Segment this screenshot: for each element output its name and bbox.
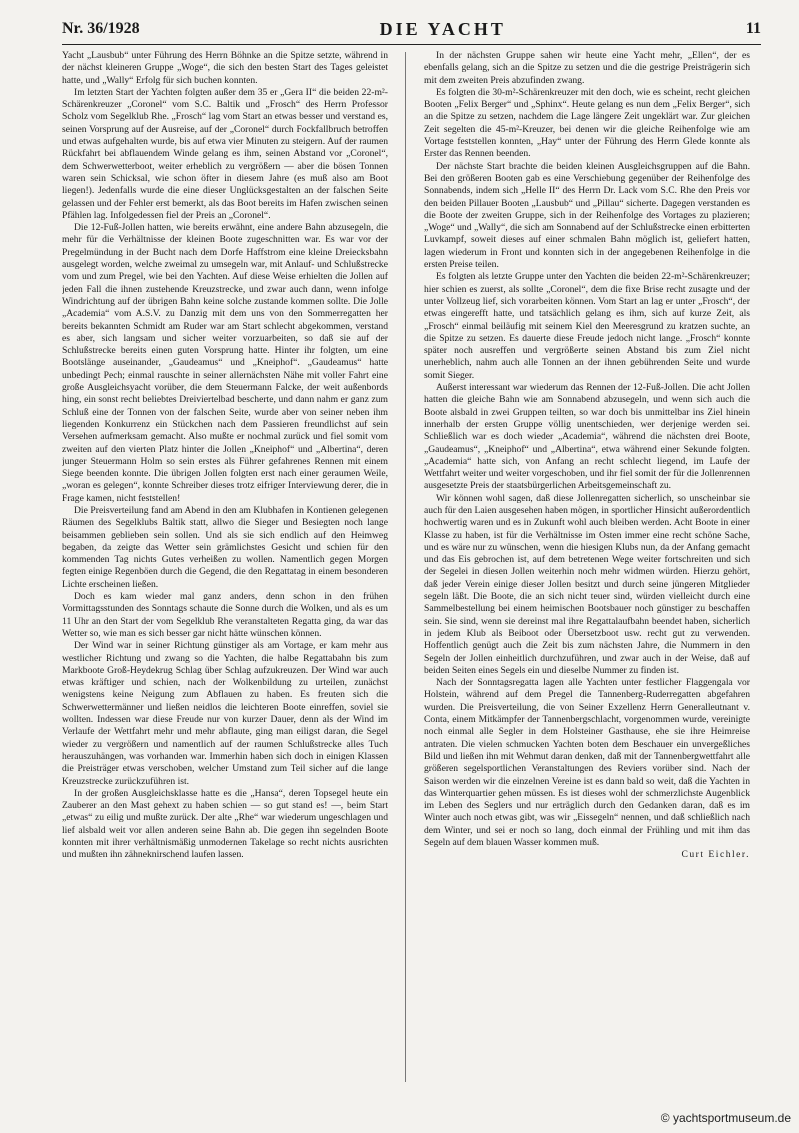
paragraph: In der nächsten Gruppe sahen wir heute eine Yacht mehr, „Ellen“, der es ebenfalls gelang, sich an die Spitze zu setzen und die die gestrige Preisträgerin sich mit dem zweiten Preis abzufinden zwang. — [424, 50, 750, 86]
paragraph: Doch es kam wieder mal ganz anders, denn schon in den frühen Vormittagsstunden des Sonntags schaute die Sonne durch die Wolken, und als es um 11 Uhr an den Start der vom Segelklub Rhe veranstalteten Regatta ging, da war das Wetter so, wie man es sich besser gar nicht hätte wünschen können. — [62, 591, 388, 639]
magazine-title: DIE YACHT — [379, 18, 506, 39]
column-divider — [405, 52, 406, 1082]
paragraph: Die 12-Fuß-Jollen hatten, wie bereits erwähnt, eine andere Bahn abzusegeln, die mehr für die Verhältnisse der kleinen Boote zugeschnitten war. Es war vor der Pregelmündung in der Bucht nach dem Dorfe Haffstrom eine kleine Dreiecksbahn ausgelegt worden, welche zweimal zu umsegeln war, mit Anlauf- und Schlußstrecke vom und zum Pregel, wie bei den Yachten. Auf diese Weise erhielten die Jollen auf jeden Fall die ihnen zustehende Kreuzstrecke, und zwar auch dann, wenn infolge Windrichtung auf der übrigen Bahn keine solche zustande kommen sollte. Die Jolle „Academia“ vom A.S.V. zu Danzig mit dem uns von den Sommerregatten her bereits bekannten Schmidt am Ruder war am Start schlecht abgekommen, verstand es aber, sich langsam und sicher weiter vorzuarbeiten, so daß sie auf der Schlußstrecke bereits einen guten Vorsprung hatte. Hinter ihr folgten, um eine Bootslänge auseinander, „Gaudeamus“ und „Kneiphof“. „Gaudeamus“ hatte unbedingt Pech; einmal rauschte in seiner allernächsten Nähe mit voller Fahrt eine große Ausgleichsyacht vorüber, die dem Steuermann Falcke, der weit außenbords hing, ein sonst recht beliebtes Dreiviertelbad bescherte, und dann nahm er ganz zum Schluß eine der Tonnen von der falschen Seite, wurde aber von seiner neben ihm liegenden Konkurrenz ein Stückchen nach dem Passieren freundlichst auf sein Versehen aufmerksam gemacht. Also mußte er nochmal zurück und fiel somit vom zweiten auf den vierten Platz hinter die Jollen „Kneiphof“ und „Albertina“, deren junger Steuermann Holm so sein erstes als Führer gefahrenes Rennen mit einem Siege beenden konnte. Die übrigen Jollen folgten erst nach einer geraumen Weile, „woran es gelegen“, konnte Schreiber dieses trotz eifriger Interviewung derer, die in Frage kamen, nicht feststellen! — [62, 222, 388, 504]
issue-number: Nr. 36/1928 — [62, 20, 140, 37]
paragraph: Außerst interessant war wiederum das Rennen der 12-Fuß-Jollen. Die acht Jollen hatten die gleiche Bahn wie am Sonnabend abzusegeln, und wenn sich auch die Boote alsbald in zwei Gruppen teilten, so war doch bis unmittelbar ins Ziel hinein innerhalb der ersten Gruppe völlig unentschieden, wer derjenige werden sei. Schließlich war es doch wieder „Academia“, während die nächsten drei Boote, „Gaudeamus“, „Kneiphof“ und „Albertina“, etwa während einer Sekunde folgten. „Academia“ hatte sich, von Anfang an recht schlecht liegend, im Laufe der Wettfahrt weiter und weiter vorgeschoben, und ihr fiel somit der für die Jollenrennen ausgesetzte Preis der staatsbürgerlichen Arbeitsgemeinschaft zu. — [424, 382, 750, 492]
paragraph: Wir können wohl sagen, daß diese Jollenregatten sicherlich, so unscheinbar sie auch für den Laien ausgesehen haben mögen, in sportlicher Hinsicht außerordentlich hochwertig waren und es in Zukunft wohl auch bleiben werden. Acht Boote in einer Klasse zu haben, ist für die Verhältnisse im Osten immer eine recht schöne Sache, und es wäre nur zu wünschen, wenn die hiesigen Klubs nun, da der Anfang gemacht und das Eis gebrochen ist, auf dem betretenen Wege weiter fortschreiten und sich der Segelei in diesen Jollen weiterhin noch mehr widmen würden. Hierzu gehört, daß jeder Verein einige dieser Jollen besitzt und durch seine jüngeren Mitglieder segeln läßt. Die Boote, die an sich nicht teuer sind, würden vielleicht durch eine Sammelbestellung bei einem heimischen Bootsbauer noch günstiger zu beschaffen sein. Sie sind, wenn sie dereinst mal ihre Regattalaufbahn beendet haben, sicherlich in jedem Klub als Beiboot oder Übersetzboot usw. recht gut zu verwenden. Hoffentlich genügt auch die Zeit bis zum nächsten Jahre, die Nummern in den Segeln der Jollen einheitlich durchzuführen, und zwar auch in der Weise, daß auf beiden Seiten eines Segels ein und dieselbe Nummer zu finden ist. — [424, 492, 750, 676]
paragraph: Yacht „Lausbub“ unter Führung des Herrn Böhnke an die Spitze setzte, während in der nächst kleineren Gruppe „Woge“, die sich den besten Start des Tages geleistet hatte, und „Wally“ Erfolg für sich buchen konnten. — [62, 50, 388, 86]
paragraph: Es folgten als letzte Gruppe unter den Yachten die beiden 22-m²-Schärenkreuzer; hier schien es zuerst, als sollte „Coronel“, dem die fixe Brise recht zusagte und der unter Vollzeug lief, sich vorarbeiten können. Vom Start an lag er unter „Frosch“, der etwas eingerefft hatte, und tatsächlich gelang es ihm, sich auf kurze Zeit, als „Frosch“ einmal beiläufig mit seinem Kiel den Meeresgrund zu kratzen suchte, an die Spitze zu setzen. Es dauerte diese Freude jedoch nicht lange. „Frosch“ konnte später noch ausreffen und vergrößerte seinen Abstand bis zum Ziel nicht unerheblich, nahm auch alle Tonnen an der ihnen gebührenden Seite und wurde somit Sieger. — [424, 271, 750, 381]
right-column — [424, 50, 750, 1090]
page-number: 11 — [745, 20, 761, 37]
paragraph: Es folgten die 30-m²-Schärenkreuzer mit den doch, wie es scheint, recht gleichen Booten „Felix Berger“ und „Sphinx“. Heute gelang es nun dem „Felix Berger“, sich an die Spitze zu setzen, nachdem die Lage längere Zeit ungeklärt war. Zur gleichen Zeit segelten die 45-m²-Kreuzer, bei denen wir die gleiche Reihenfolge wie am Vortage feststellen konnten, „Hay“ unter der Führung des Herrn Glede konnte als Erster das Rennen beenden. — [424, 86, 750, 160]
paragraph: Die Preisverteilung fand am Abend in den am Klubhafen in Kontienen gelegenen Räumen des Segelklubs Baltik statt, allwo die Sieger und Besiegten noch lange beisammen geblieben sein sollen. Und als sie sich endlich auf den Heimweg begaben, da zeigte das Wetter sein grämlichstes Gesicht und schien für den kommenden Tag nichts Gutes verheißen zu wollen. Namentlich gegen Morgen fegten einige Regenböen durch die Gegend, die den Regattatag in einem besonderen Lichte erscheinen ließen. — [62, 504, 388, 590]
paragraph: Der Wind war in seiner Richtung günstiger als am Vortage, er kam mehr aus westlicher Richtung und zwang so die Yachten, die halbe Regattabahn bis zum Markboote Groß-Heydekrug Schlag über Schlag aufzukreuzen. Der Wind war auch etwas kräftiger und schien, nach der Wolkenbildung zu urteilen, zunächst wenigstens keine Neigung zum Abflauen zu haben. Es freuten sich die Schwerwettermänner und ließen neidlos die leichteren Boote einreffen, soviel sie wollten. Indessen war diese Freude nur von kurzer Dauer, denn als der Wind im Verlaufe der Wettfahrt mehr und mehr abflaute, ging man eiligst daran, die Segel wieder zu vergrößern und namentlich auf der raumen Schlußstrecke alles Tuch herauszuhängen, was vorhanden war. Immerhin haben sich doch in einigen Klassen die Preisträger etwas verschoben, welcher Umstand zum Teil sicher auf die lange Kreuzstrecke zurückzuführen ist. — [62, 640, 388, 787]
author-signature: Curt Eichler. — [681, 849, 750, 861]
paragraph: Nach der Sonntagsregatta lagen alle Yachten unter festlicher Flaggengala vor Holstein, während auf dem Pregel die Tannenberg-Ruderregatten abgefahren wurden. Die Preisverteilung, die von Seiner Exzellenz Herrn Generalleutnant v. Conta, einem Mitkämpfer der Tannenbergschlacht, vorgenommen wurde, vereinigte noch einmal alle Segler in dem Holsteiner Gasthause, ehe sie ihre Heimreise antraten. Die vielen schmucken Yachten boten dem Beschauer ein unvergeßliches Bild und ließen ihn mit Wehmut daran denken, daß mit der Tannenbergwettfahrt alle größeren segelsportlichen Veranstaltungen des Reviers vorüber sind. Nach der Saison werden wir die einzelnen Vereine ist es dann bald so weit, daß die Yachten in das Winterquartier gehen müssen. Es ist dieses wohl der schmerzlichste Augenblick im Leben des Seglers und nur erträglich durch den Gedanken daran, daß es im Winter auch noch etwas gibt, was wir „Eissegeln“ nennen, und daß schließlich nach dem Winter, und sei er noch so lang, doch einmal der Frühling und mit ihm das Segeln auf dem blauen Wasser kommen muß. — [424, 677, 750, 848]
header-rule — [62, 44, 761, 45]
page-header — [62, 14, 761, 44]
paragraph: Der nächste Start brachte die beiden kleinen Ausgleichsgruppen auf die Bahn. Bei den größeren Booten gab es eine Verschiebung gegenüber der Reihenfolge des Sonnabends, indem sich „Helle II“ des Herrn Dr. Lack vom S.C. Rhe den Preis vor den beiden Pillauer Booten „Lausbub“ und „Pillau“ sicherte. Dagegen verstanden es die Boote der zweiten Gruppe, sich in der Reihenfolge des Vortages zu plazieren; „Woge“ und „Wally“, die sich am Sonnabend auf der Schlußstrecke einen erbitterten Luvkampf, soweit dieses auf einer schmalen Bahn möglich ist, geliefert hatten, lagen wiederum in Front und konnten sich in der angegebenen Reihenfolge in die ersten Preise teilen. — [424, 160, 750, 271]
left-column — [62, 50, 388, 1090]
watermark: © yachtsportmuseum.de — [660, 1111, 791, 1125]
paragraph: In der großen Ausgleichsklasse hatte es die „Hansa“, deren Topsegel heute ein Zauberer an den Mast gehext zu haben schien — so gut stand es! —, beim Start „etwas“ zu eilig und mußte zurück. Der alte „Rhe“ war wiederum ungeschlagen und lief alsbald weit vor allen anderen seine Bahn ab. Die gegen ihn segelnden Boote konnten mit ihrer verhältnismäßig unmodernen Takelage so recht nichts ausrichten und mußten ihn zähneknirschend laufen lassen. — [62, 787, 388, 861]
paragraph: Im letzten Start der Yachten folgten außer dem 35 er „Gera II“ die beiden 22-m²-Schärenkreuzer „Coronel“ vom S.C. Baltik und „Frosch“ des Herrn Professor Scholz vom Segelklub Rhe. „Frosch“ lag vom Start an etwas besser und verstand es, seinen Vorsprung auf der Ausreise, auf der „Coronel“ durch Fockfallbruch betroffen und etwas aufgehalten wurde, bis auf etwa vier Minuten zu steigern. Auf der raumen Rückfahrt bei abflauendem Winde gelang es ihm, seinen Abstand vor „Coronel“, dem Schwerwetterboot, weiter erheblich zu vergrößern — aber die bösen Tonnen waren sein Schicksal, wie schon öfter in diesem Jahre (es muß also am Boot liegen!). Jedenfalls wurde die eine dieser Unglücksgestalten an der falschen Seite gelassen und der Fehler erst bemerkt, als das Boot bereits im Hafen zwischen seinen Pfählen lag. Infolgedessen fiel der Preis an „Coronel“. — [62, 86, 388, 221]
